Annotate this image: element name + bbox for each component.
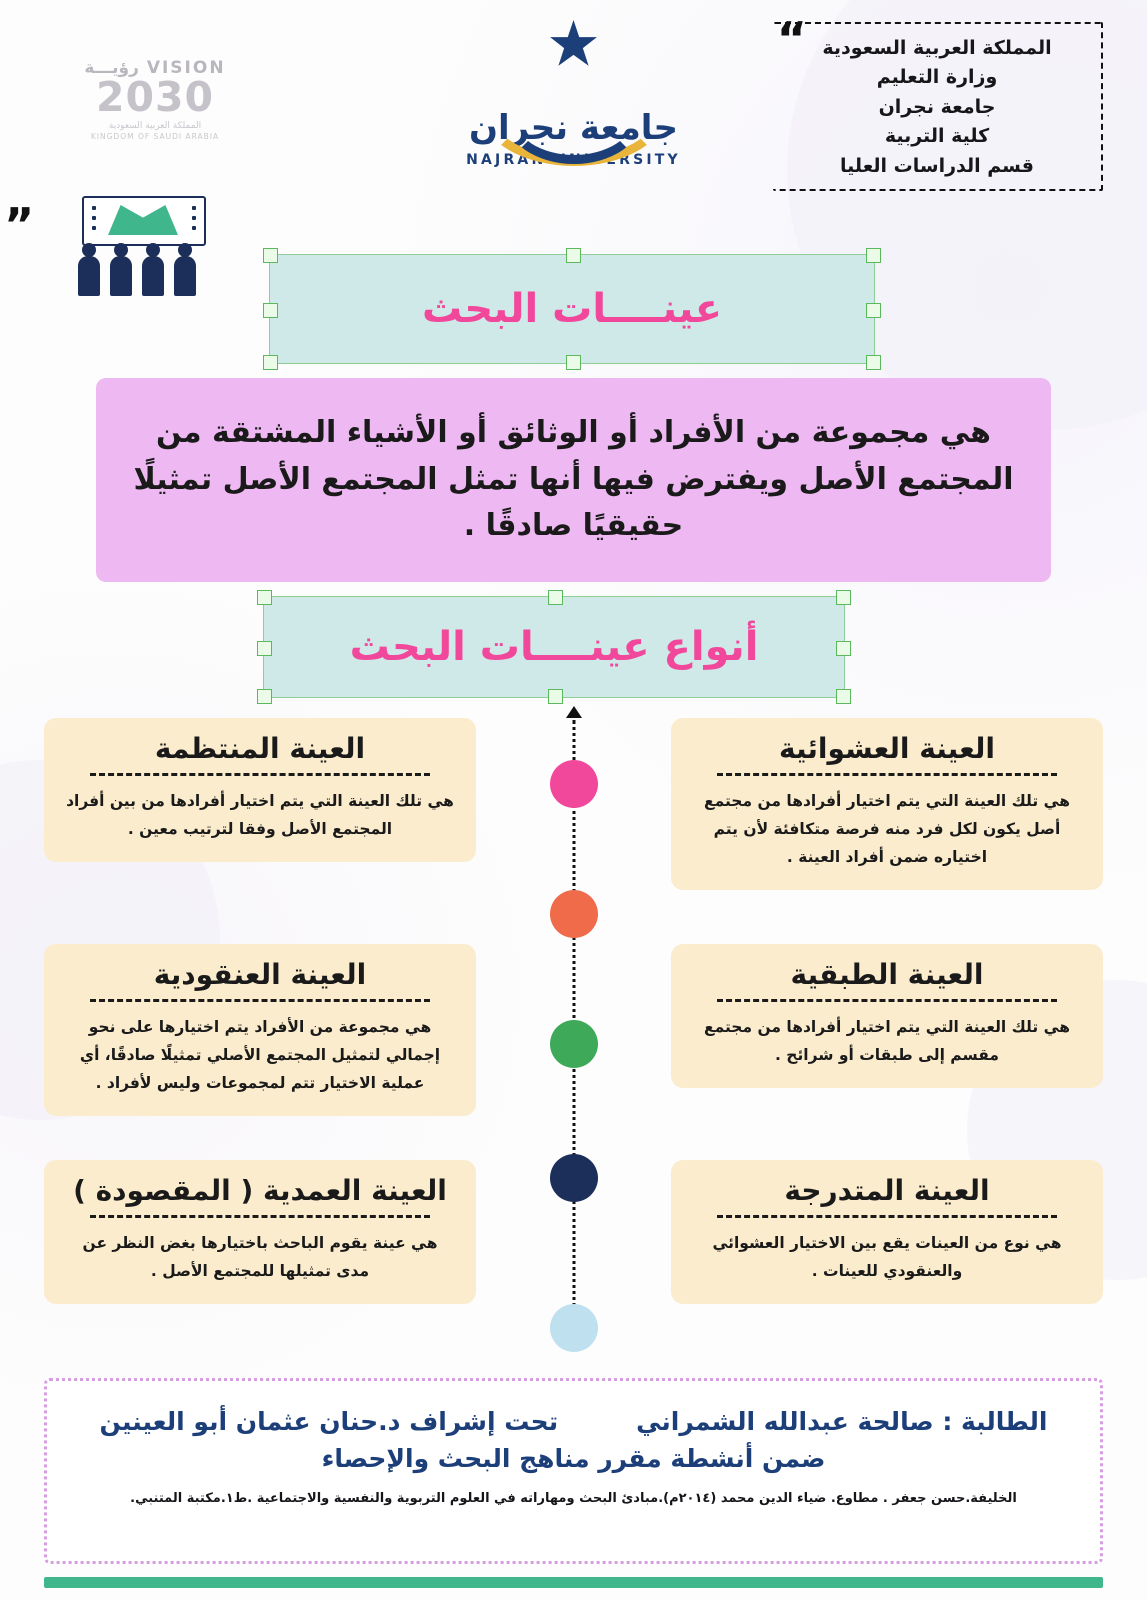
selection-handle-tc[interactable]: [548, 590, 563, 605]
types-timeline: [0, 712, 1147, 1352]
arc-blue-icon: [505, 68, 643, 164]
affiliation-line-1: المملكة العربية السعودية: [822, 37, 1052, 59]
title-divider: [90, 999, 430, 1002]
selection-handle-ml[interactable]: [263, 303, 278, 318]
footer-credits: [44, 1378, 1103, 1564]
type-card-title: العينة المتدرجة: [784, 1174, 990, 1207]
title-divider: [717, 999, 1057, 1002]
section-title-banner-types: [263, 596, 845, 698]
timeline-arrow-icon: [566, 706, 582, 718]
selection-handle-br[interactable]: [836, 689, 851, 704]
type-card-body: هي عينة يقوم الباحث باختيارها بغض النظر عن مدى تمثيلها للمجتمع الأصل .: [82, 1234, 438, 1280]
poster-header: [0, 0, 1147, 250]
selection-handle-bc[interactable]: [548, 689, 563, 704]
timeline-dot-3: [550, 1020, 598, 1068]
selection-handle-mr[interactable]: [866, 303, 881, 318]
type-card-purposive: [44, 1160, 476, 1304]
selection-handle-bl[interactable]: [257, 689, 272, 704]
type-card-title: العينة الطبقية: [790, 958, 984, 991]
timeline-dot-5: [550, 1304, 598, 1352]
quote-close-icon: ”: [4, 198, 35, 252]
vision-2030-logo: [70, 58, 240, 141]
timeline-dot-1: [550, 760, 598, 808]
university-logo: [414, 18, 734, 168]
type-card-body: هي مجموعة من الأفراد يتم اختيارها على نحو إجمالي لتمثيل المجتمع الأصلي تمثيلًا صادقًا، أي عملية الاختيار تتم لمجموعات وليس لأفراد .: [79, 1018, 441, 1092]
affiliation-line-5: قسم الدراسات العليا: [840, 154, 1034, 177]
footer-reference: الخليفة.حسن جعفر . مطاوع. ضياء الدين محمد (٢٠١٤م).مبادئ البحث ومهاراته في العلوم التربوية والنفسية والاجتماعية .ط١.مكتبة المتنبي.: [130, 1491, 1017, 1506]
section-title-banner-samples: [269, 254, 875, 364]
type-card-title: العينة العمدية ( المقصودة ): [73, 1174, 447, 1207]
definition-box: [96, 378, 1051, 582]
definition-text: هي مجموعة من الأفراد أو الوثائق أو الأشياء المشتقة من المجتمع الأصل ويفترض فيها أنها تمثل المجتمع الأصل تمثيلًا حقيقيًا صادقًا .: [133, 415, 1014, 544]
presentation-board-icon: [82, 196, 206, 246]
university-emblem-icon: [414, 18, 734, 114]
type-card-body: هي نوع من العينات يقع بين الاختيار العشوائي والعنقودي للعينات .: [712, 1234, 1062, 1280]
audience-presentation-icon: [72, 196, 212, 296]
vision-number: 2030: [95, 73, 215, 121]
selection-handle-tl[interactable]: [263, 248, 278, 263]
type-card-title: العينة المنتظمة: [154, 732, 366, 765]
timeline-dot-2: [550, 890, 598, 938]
university-name-en: NAJRAN UNIVERSITY: [466, 152, 681, 168]
quote-open-icon: “: [776, 12, 807, 66]
timeline-dot-4: [550, 1154, 598, 1202]
footer-student: الطالبة : صالحة عبدالله الشمراني: [636, 1407, 1048, 1436]
type-card-body: هي تلك العينة التي يتم اختيار أفرادها من مجتمع مقسم إلى طبقات أو شرائح .: [704, 1018, 1070, 1064]
affiliation-line-2: وزارة التعليم: [876, 66, 998, 89]
type-card-systematic: [44, 718, 476, 862]
section-title-2-text: أنواع عينــــات البحث: [349, 624, 759, 670]
type-card-body: هي تلك العينة التي يتم اختيار أفرادها من مجتمع أصل يكون لكل فرد منه فرصة متكافئة لأن يتم اختياره ضمن أفراد العينة .: [704, 792, 1070, 866]
title-divider: [717, 1215, 1057, 1218]
type-card-stratified: [671, 944, 1103, 1088]
affiliation-line-3: جامعة نجران: [878, 95, 996, 118]
vision-sub-en: KINGDOM OF SAUDI ARABIA: [90, 132, 220, 142]
title-divider: [717, 773, 1057, 776]
type-card-title: العينة العشوائية: [779, 732, 995, 765]
vision-sub-ar: المملكة العربية السعودية: [108, 120, 202, 131]
affiliation-line-4: كلية التربية: [884, 125, 990, 148]
footer-course: ضمن أنشطة مقرر مناهج البحث والإحصاء: [321, 1444, 826, 1473]
selection-handle-tr[interactable]: [836, 590, 851, 605]
selection-handle-bl[interactable]: [263, 355, 278, 370]
university-name-ar: جامعة نجران: [468, 108, 679, 148]
selection-handle-bc[interactable]: [566, 355, 581, 370]
title-divider: [90, 773, 430, 776]
type-card-cluster: [44, 944, 476, 1116]
affiliation-block: [773, 12, 1103, 191]
title-divider: [90, 1215, 430, 1218]
vision-label-ar: رؤيـــة: [84, 58, 139, 78]
selection-handle-tr[interactable]: [866, 248, 881, 263]
type-card-title: العينة العنقودية: [153, 958, 367, 991]
section-title-1-text: عينــــات البحث: [421, 286, 723, 332]
selection-handle-ml[interactable]: [257, 641, 272, 656]
board-chart-icon: [108, 205, 178, 235]
type-card-multistage: [671, 1160, 1103, 1304]
type-card-body: هي تلك العينة التي يتم اختيار أفرادها من بين أفراد المجتمع الأصل وفقا لترتيب معين .: [66, 792, 454, 838]
type-card-random: [671, 718, 1103, 890]
selection-handle-mr[interactable]: [836, 641, 851, 656]
selection-handle-tc[interactable]: [566, 248, 581, 263]
vision-label-en: VISION: [146, 58, 226, 78]
footer-green-bar: [44, 1577, 1103, 1588]
selection-handle-br[interactable]: [866, 355, 881, 370]
selection-handle-tl[interactable]: [257, 590, 272, 605]
footer-supervisor: تحت إشراف د.حنان عثمان أبو العينين: [99, 1407, 559, 1436]
